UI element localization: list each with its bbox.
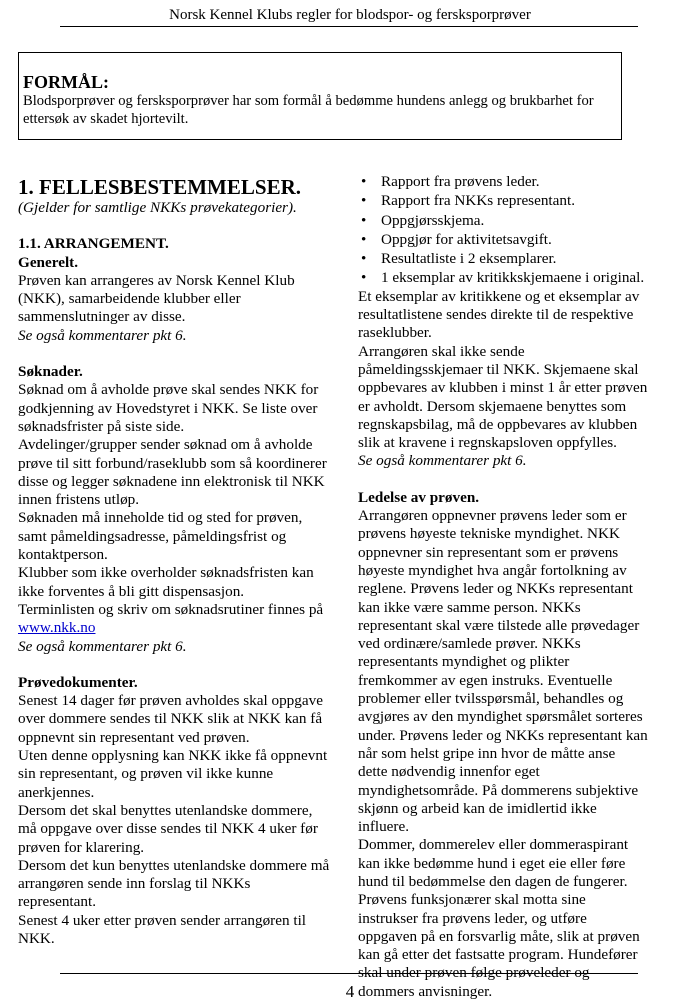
- provedokumenter-paragraph-5: Senest 4 uker etter prøven sender arrangøren til NKK.: [18, 911, 307, 947]
- ledelse-paragraph-2: Dommer, dommerelev eller dommeraspirant kan ikke bedømme hund i eget eie eller føre hund til bedømmelse den dagen de fungerer.: [358, 836, 629, 890]
- provedokumenter-paragraph-3: Dersom det skal benyttes utenlandske dommere, må oppgave over disse sendes til NKK 4 uker før prøven for klarering.: [18, 801, 318, 856]
- document-list-item: • Rapport fra prøvens leder.: [358, 172, 648, 191]
- document-list-item: • Rapport fra NKKs representant.: [358, 191, 648, 210]
- header-rule: [60, 26, 638, 27]
- section-subheading: (Gjelder for samtlige NKKs prøvekategorier).: [18, 199, 297, 216]
- ledelse-paragraph-1: Arrangøren oppnevner prøvens leder som er prøvens høyeste tekniske myndighet. NKK oppnevner sin representant som er prøvens høyeste myndighet hva angår fortolkning av reglene. Prøvens leder og NKKs representant kan ikke være samme person. NKKs representant skal være tilstede alle prøvedager ved ordinære/samlede prøver. NKKs representants myndighet og plikter fremkommer av egen instruks. Eventuelle problemer eller tvilsspørsmål, behandles og avgjøres av den myndighet spørsmålet sorteres under. Prøvens leder og NKKs representant kan når som helst gripe inn hvor de måtte anse dette nødvendig innenfor eget myndighetsområde. På dommerens subjektive skjønn og arbeid kan de imidlertid ikke influere.: [358, 507, 648, 836]
- provedokumenter-heading: Prøvedokumenter.: [18, 673, 138, 691]
- right-column: [358, 172, 648, 1001]
- soknader-paragraph-4: Klubber som ikke overholder søknadsfristen kan ikke forventes å bli gitt dispensasjon.: [18, 564, 314, 600]
- nkk-website-link[interactable]: www.nkk.no: [18, 619, 96, 637]
- registration-paragraph: Arrangøren skal ikke sende påmeldingsskjemaer til NKK. Skjemaene skal oppbevares av klubben i minst 1 år etter prøven er avholdt. Dersom skjemaene benyttes som regnskapsbilag, må de oppbevares av klubben slik at kravene i regnskapsloven oppfylles.: [358, 342, 648, 452]
- left-column: [18, 172, 330, 948]
- generelt-reference: Se også kommentarer pkt 6.: [18, 326, 187, 344]
- provedokumenter-paragraph-1: Senest 14 dager før prøven avholdes skal oppgave over dommere sendes til NKK slik at NKK kan få oppnevnt sin representant ved prøven.: [18, 692, 323, 746]
- soknader-paragraph-5: [18, 601, 330, 638]
- document-list-item: • Oppgjørsskjema.: [358, 211, 648, 230]
- provedokumenter-paragraph-2: Uten denne opplysning kan NKK ikke få oppnevnt sin representant, og prøven vil ikke kunne anerkjennes.: [18, 747, 328, 801]
- document-list-item: • Oppgjør for aktivitetsavgift.: [358, 230, 648, 249]
- ledelse-heading: Ledelse av prøven.: [358, 488, 480, 506]
- right-reference: Se også kommentarer pkt 6.: [358, 452, 527, 470]
- page-number: 4: [345, 982, 355, 1001]
- soknader-paragraph-3: Søknaden må inneholde tid og sted for prøven, samt påmeldingsadresse, påmeldingsfrist og kontaktperson.: [18, 509, 303, 564]
- critique-paragraph: Et eksemplar av kritikkene og et eksemplar av resultatlistene sendes direkte til de respektive raseklubber.: [358, 287, 640, 342]
- running-header: Norsk Kennel Klubs regler for blodspor- og fersksporprøver: [169, 7, 531, 23]
- arrangement-heading: 1.1. ARRANGEMENT.: [18, 235, 169, 253]
- generelt-heading: Generelt.: [18, 253, 79, 271]
- purpose-title: FORMÅL:: [23, 72, 109, 92]
- provedokumenter-paragraph-4: Dersom det kun benyttes utenlandske dommere må arrangøren sende inn forslag til NKKs representant.: [18, 856, 330, 911]
- document-list-item: • Resultatliste i 2 eksemplarer.: [358, 249, 648, 268]
- soknader-paragraph-5-text: Terminlisten og skriv om søknadsrutiner finnes på: [18, 600, 324, 618]
- generelt-text: Prøven kan arrangeres av Norsk Kennel Klub (NKK), samarbeidende klubber eller sammenslutninger av disse.: [18, 271, 295, 326]
- footer-rule: [60, 973, 638, 974]
- document-list: [358, 172, 648, 288]
- ledelse-paragraph-3: Prøvens funksjonærer skal motta sine instrukser fra prøvens leder, og utføre oppgaven på en forsvarlig måte, slik at prøven kan gå etter det fastsatte program. Hundefører skal under prøven følge prøveleder og dommers anvisninger.: [358, 891, 640, 1000]
- soknader-heading: Søknader.: [18, 363, 83, 381]
- document-list-item: • 1 eksemplar av kritikkskjemaene i original.: [358, 268, 648, 287]
- soknader-reference: Se også kommentarer pkt 6.: [18, 637, 187, 655]
- section-heading: 1. FELLESBESTEMMELSER.: [18, 175, 301, 199]
- purpose-box: [18, 52, 622, 140]
- soknader-paragraph-1: Søknad om å avholde prøve skal sendes NKK for godkjenning av Hovedstyret i NKK. Se liste over søknadsfrister på siste side.: [18, 381, 319, 435]
- soknader-paragraph-2: Avdelinger/grupper sender søknad om å avholde prøve til sitt forbund/raseklubb som så koordinerer disse og legger søknadene inn elektronisk til NKK innen fristens utløp.: [18, 436, 327, 509]
- purpose-text: Blodsporprøver og fersksporprøver har som formål å bedømme hundens anlegg og brukbarhet for ettersøk av skadet hjortevilt.: [23, 93, 594, 127]
